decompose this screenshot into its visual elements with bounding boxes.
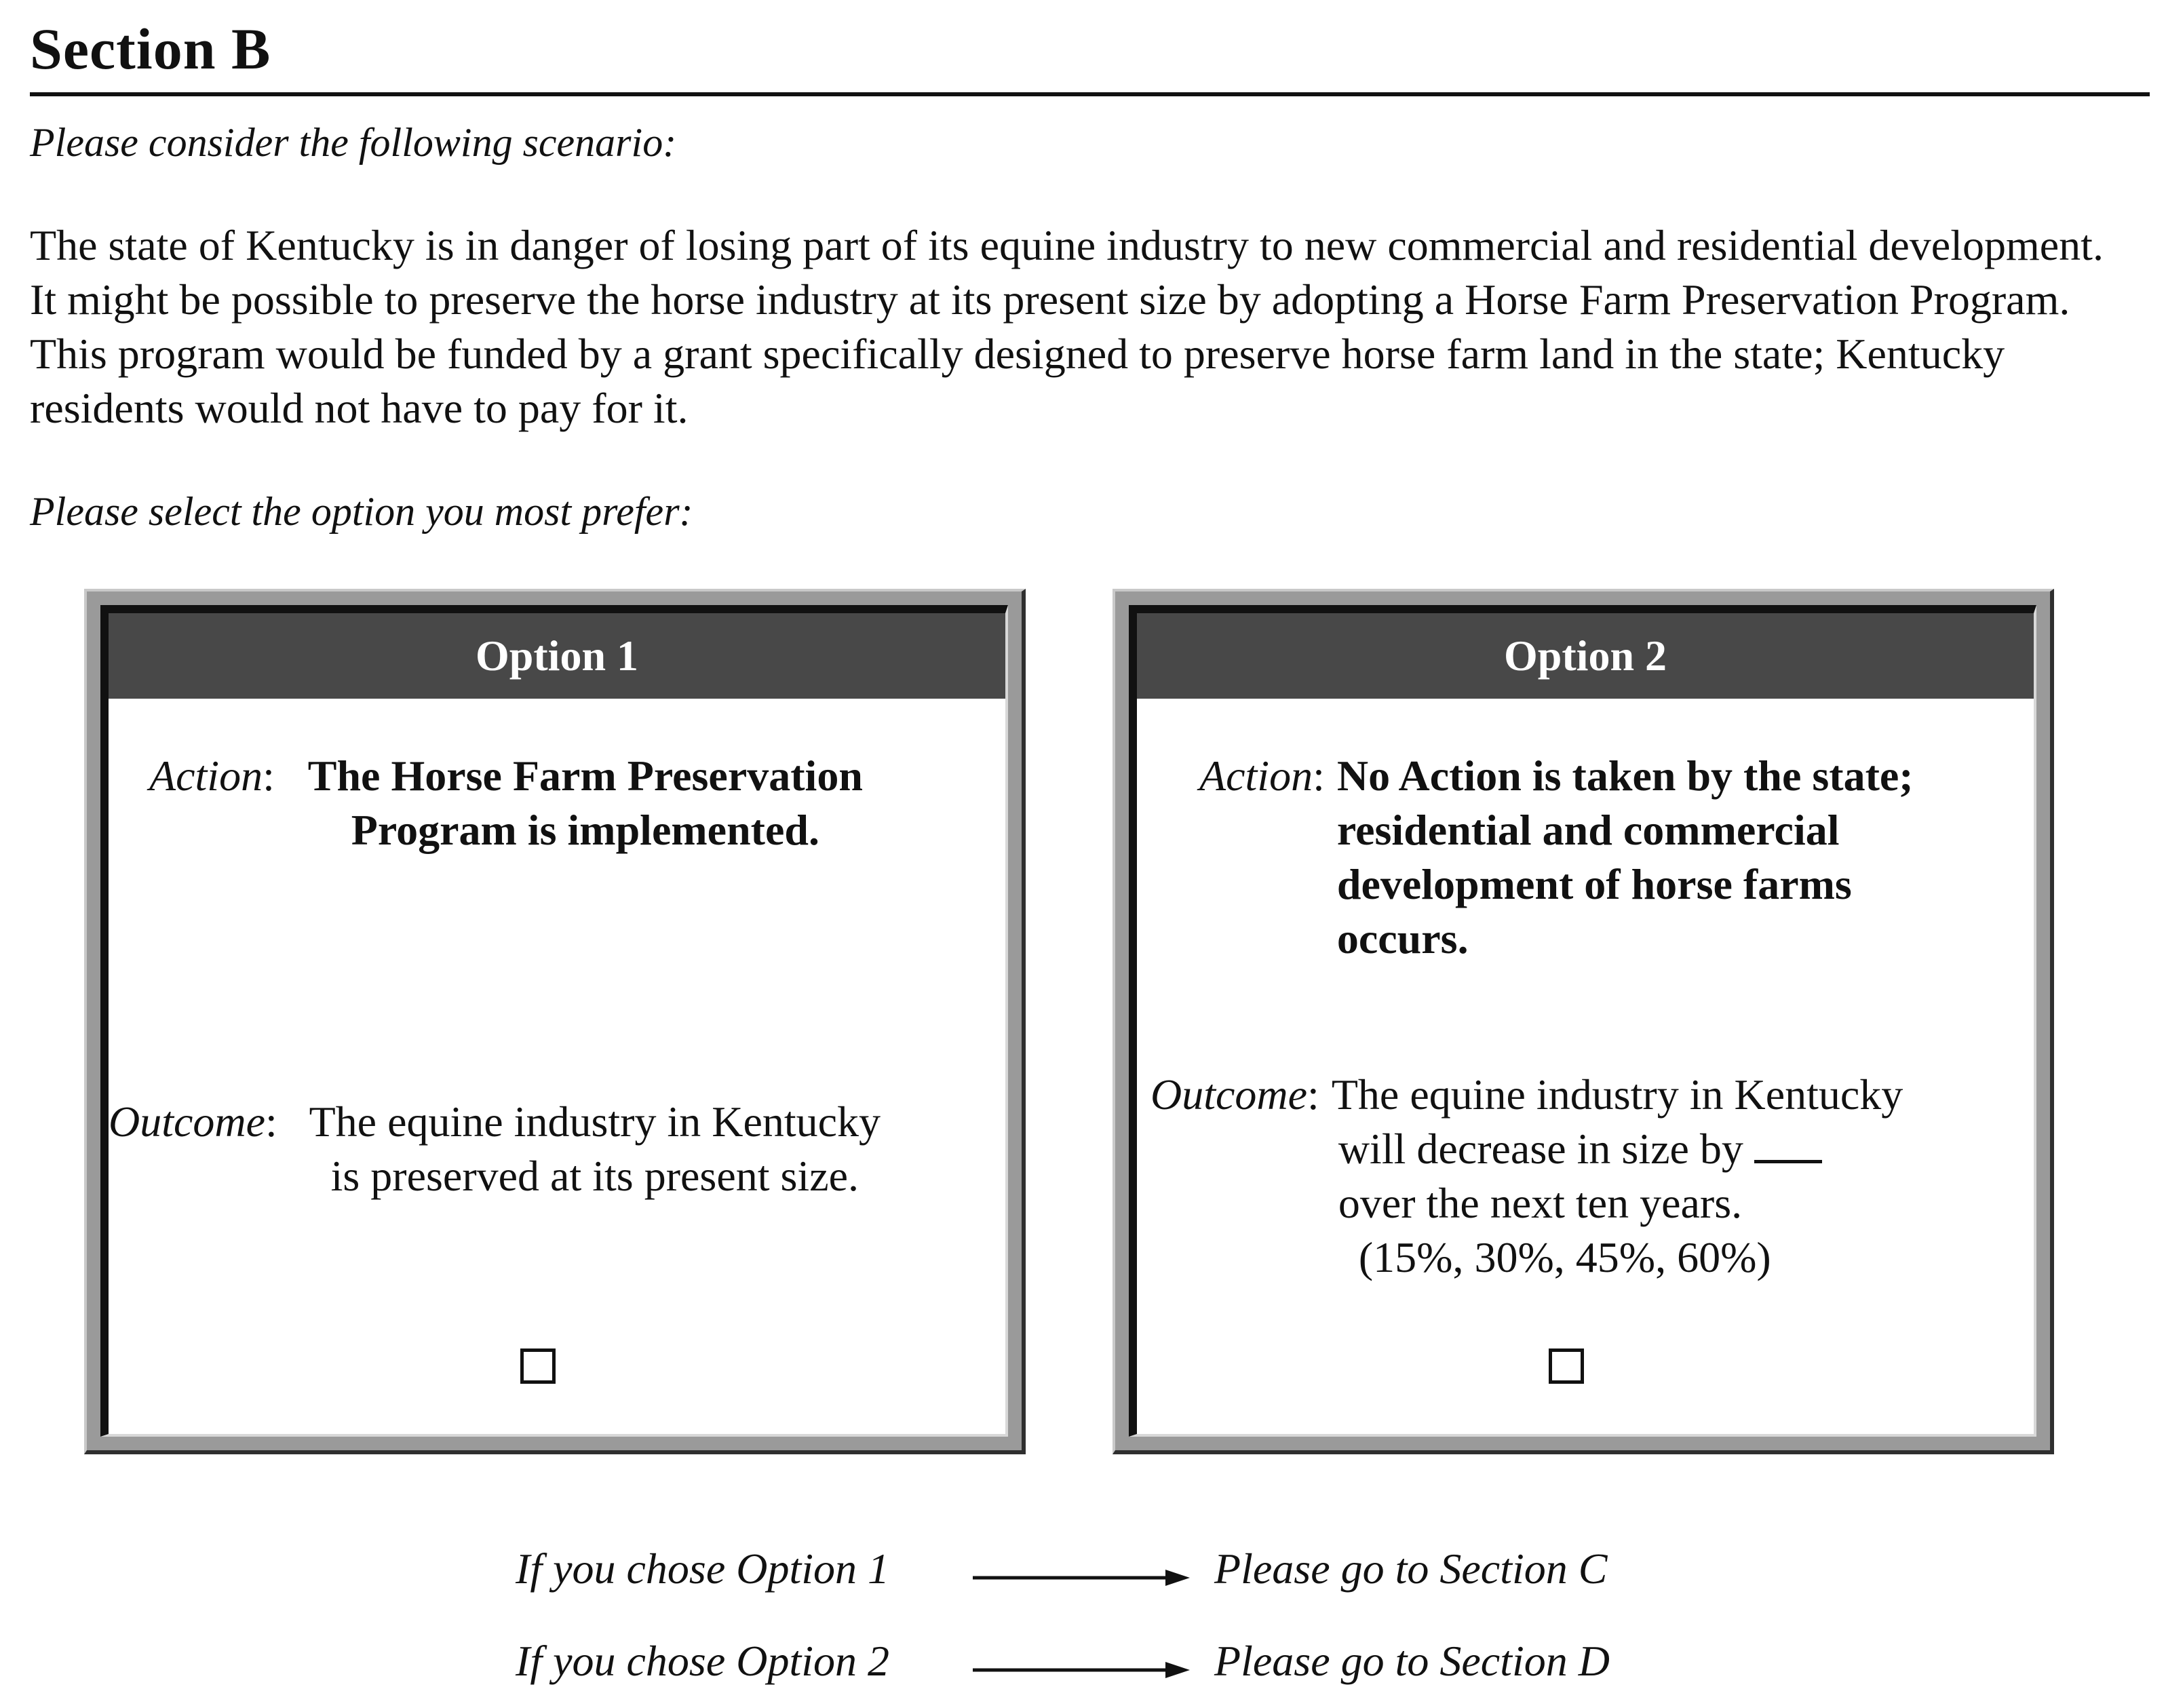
routing-destination: Please go to Section C [1214, 1545, 1608, 1593]
action-line: development of horse farms [1336, 860, 1852, 908]
scenario-text: The state of Kentucky is in danger of losing part of its equine industry to new commercial and residential development. It might be possible to preserve the horse industry at its present size by adopting a Horse Farm Preservation Program. This program would be funded by a grant specifically designed to preserve horse farm land in the state; Kentucky residents would not have to pay for it. [30, 221, 2104, 432]
option-1-panel [100, 605, 1008, 1437]
action-label: Action [1199, 752, 1313, 800]
option-2-checkbox[interactable] [1549, 1348, 1584, 1384]
option-1-checkbox[interactable] [520, 1348, 556, 1384]
action-line: residential and commercial [1336, 806, 1840, 854]
option-1-action [149, 749, 950, 857]
action-line: occurs. [1336, 914, 1469, 963]
scenario-intro: Please consider the following scenario: [30, 120, 677, 165]
routing-condition: If you chose Option 1 [516, 1545, 889, 1593]
option-2-action [1199, 749, 2027, 966]
action-colon: : [263, 752, 275, 800]
option-1-header: Option 1 [109, 613, 1005, 699]
option-2-action-text [1337, 749, 1988, 966]
action-line: The Horse Farm Preservation [307, 752, 863, 800]
action-colon: : [1313, 752, 1325, 800]
option-2-outcome [1150, 1068, 2046, 1285]
routing-row [0, 1636, 2166, 1697]
action-line: No Action is taken by the state; [1336, 752, 1914, 800]
outcome-line: over the next ten years. [1338, 1179, 1743, 1227]
outcome-values: (15%, 30%, 45%, 60%) [1358, 1233, 1771, 1281]
fill-in-blank [1754, 1160, 1822, 1163]
action-label: Action [149, 752, 263, 800]
section-title: Section B [30, 16, 271, 81]
routing-destination: Please go to Section D [1214, 1637, 1610, 1685]
outcome-label: Outcome [1150, 1070, 1308, 1119]
action-line: Program is implemented. [351, 806, 819, 854]
option-2-header: Option 2 [1137, 613, 2034, 699]
option-2-panel [1129, 605, 2036, 1437]
routing-row [0, 1544, 2166, 1605]
option-1-action-text [287, 749, 884, 857]
option-1-outcome [109, 1095, 990, 1203]
routing-condition: If you chose Option 2 [516, 1637, 889, 1685]
select-prompt: Please select the option you most prefer: [30, 489, 693, 534]
outcome-colon: : [1307, 1070, 1319, 1119]
right-arrow-icon [973, 1662, 1190, 1678]
option-1-outcome-text [290, 1095, 900, 1203]
outcome-line-with-blank [1332, 1122, 1969, 1176]
right-arrow-icon [973, 1570, 1190, 1586]
outcome-line: will decrease in size by [1338, 1125, 1743, 1173]
option-1-card [84, 589, 1026, 1454]
option-2-card [1113, 589, 2054, 1454]
outcome-colon: : [265, 1098, 277, 1146]
title-divider [30, 92, 2150, 96]
outcome-line: The equine industry in Kentucky [309, 1098, 881, 1146]
outcome-label: Outcome [109, 1098, 266, 1146]
option-2-outcome-text [1332, 1068, 1969, 1285]
outcome-line: is preserved at its present size. [330, 1152, 859, 1200]
outcome-line: The equine industry in Kentucky [1331, 1070, 1903, 1119]
